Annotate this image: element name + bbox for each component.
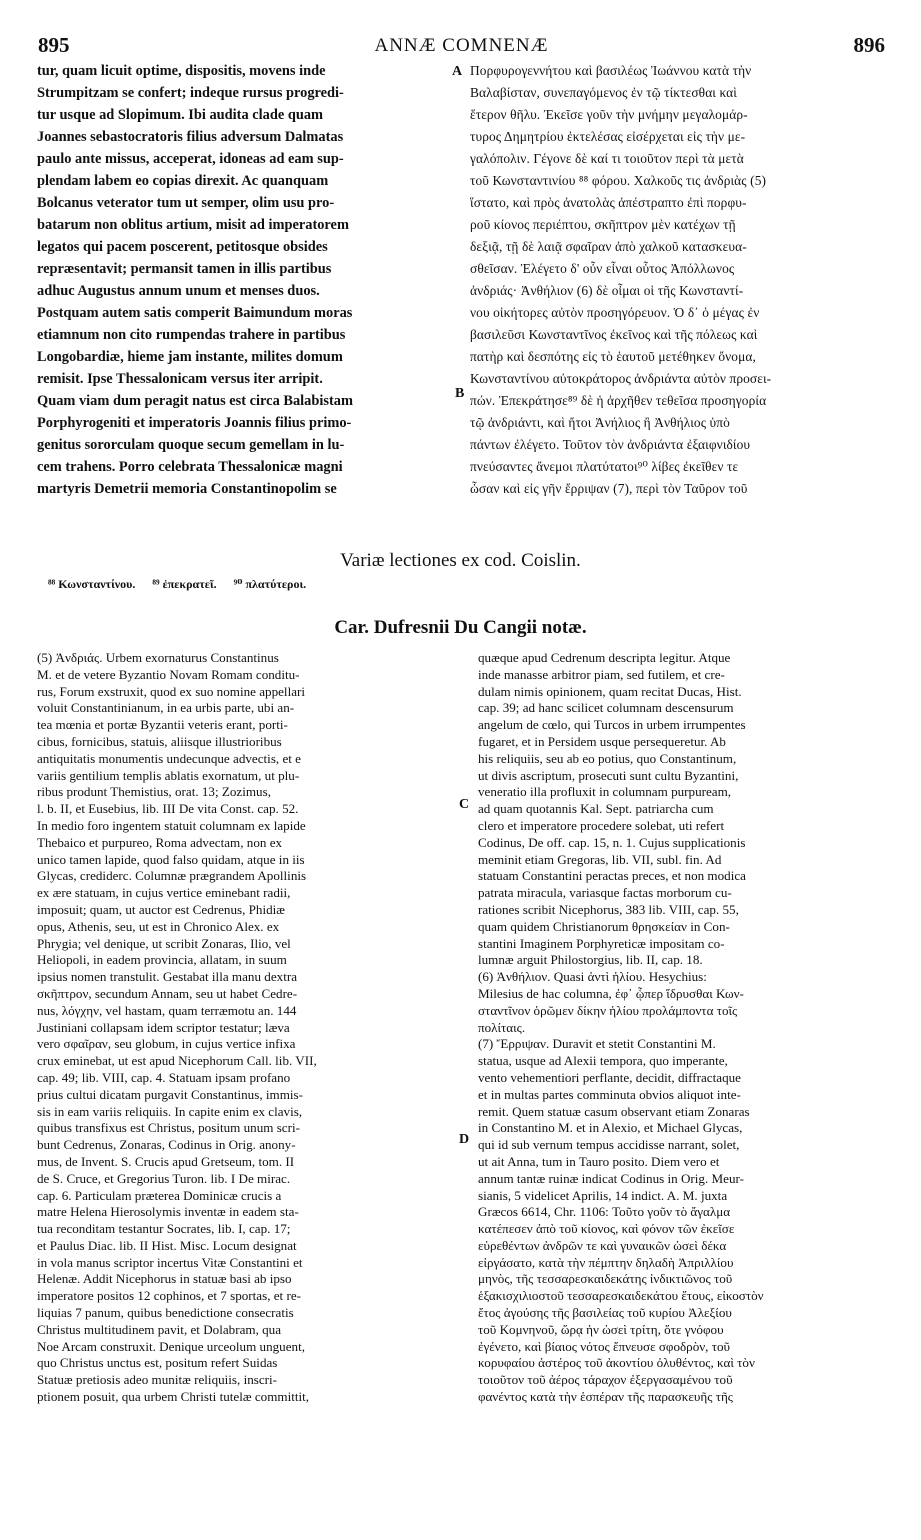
text-line: cibus, fornicibus, statuis, aliisque illustrioribus [37, 733, 282, 749]
variant-reading: ⁹⁰ πλατύτεροι. [233, 577, 307, 591]
text-line: Heliopoli, in eadem provincia, allatam, in suum [37, 952, 287, 968]
text-line: annum tantæ ruinæ indicat Codinus in Orig. Meur- [478, 1170, 744, 1186]
text-line: lumnæ arguit Philostorgius, lib. II, cap. 18. [478, 952, 703, 968]
text-line: prius cultui dicatam purgavit Constantinus, immis- [37, 1086, 303, 1102]
text-line: cap. 49; lib. VIII, cap. 4. Statuam ipsam profano [37, 1069, 291, 1085]
text-line: γαλόπολιν. Γέγονε δὲ καί τι τοιοῦτον περὶ τὰ μετὰ [470, 151, 744, 166]
text-line: bunt Cedrenus, Zonaras, Codinus in Orig. anony- [37, 1137, 296, 1153]
text-line: unico tamen lapide, quod falso quidam, atque in iis [37, 851, 305, 867]
text-line: Bolcanus veterator tum ut semper, olim usu pro- [37, 195, 335, 211]
text-line: Βαλαβίσταν, συνεπαγόμενος ἐν τῷ τίκτεσθαι καὶ [470, 85, 738, 100]
text-line: ἵστατο, καὶ πρὸς ἀνατολὰς ἀπέστραπτο ἐπὶ πορφυ- [470, 195, 747, 210]
margin-marker-a: A [452, 64, 463, 79]
margin-marker-c: C [459, 797, 470, 812]
text-line: quam quidem Christianorum θρησκείαν in Con- [478, 918, 730, 934]
text-line: Justiniani collapsam idem scriptor testatur; læva [37, 1019, 290, 1035]
text-line: antiquitatis monumentis undecunque advectis, et e [37, 750, 301, 766]
text-line: in vola manus scriptor incertus Vitæ Constantini et [37, 1254, 303, 1270]
text-line: τυρος Δημητρίου ἐκτελέσας εἰσέρχεται εἰς τὴν με- [470, 129, 746, 144]
text-line: Milesius de hac columna, ἐφ᾽ ᾧπερ ἵδρυσθαι Κων- [478, 985, 744, 1001]
text-line: μηνὸς, τῆς τεσσαρεσκαιδεκάτης ἰνδικτιῶνος τοῦ [478, 1271, 733, 1287]
text-line: in Constantino M. et in Alexio, et Michael Glycas, [478, 1120, 743, 1136]
latin-text-column [37, 60, 451, 500]
text-line: τοῦ Κομνηνοῦ, ὥρᾳ ἡν ὡσεὶ τρίτη, ὅτε γνόφου [478, 1321, 724, 1337]
text-line: Helenæ. Addit Nicephorus in statuæ basi ab ipso [37, 1271, 292, 1287]
text-line: remisit. Ipse Thessalonicam versus iter arripit. [37, 371, 323, 387]
text-line: Longobardiæ, hieme jam instante, milites domum [37, 349, 343, 365]
text-line: martyris Demetrii memoria Constantinopolim se [37, 481, 337, 497]
text-line: nus, λόγχην, vel hastam, quam terræmotu an. 144 [37, 1002, 297, 1018]
text-line: Quam viam dum peragit natus est circa Balabistam [37, 393, 353, 409]
text-line: δεξιᾷ, τῇ δὲ λαιᾷ σφαῖραν ἀπὸ χαλκοῦ κατασκευα- [470, 239, 747, 254]
text-line: cap. 6. Particulam præterea Dominicæ crucis a [37, 1187, 282, 1203]
text-line: (6) Ἀνθήλιον. Quasi ἀντὶ ἡλίου. Hesychius: [478, 969, 707, 985]
text-line: ἔτος ἀγούσης τῆς βασιλείας τοῦ κυρίου Ἀλεξίου [478, 1305, 732, 1321]
text-line: Phrygia; vel denique, ut scribit Zonaras, Ilio, vel [37, 935, 291, 951]
text-line: mus, de Invent. S. Crucis apud Gretseum, tom. II [37, 1153, 295, 1169]
text-line: In medio foro ingentem statuit columnam ex lapide [37, 817, 306, 833]
text-line: Thebaico et purpureo, Roma advectam, non ex [37, 834, 283, 850]
text-line: dulam nimis opinionem, quam recitat Ducas, Hist. [478, 683, 742, 699]
text-line: Christus multitudinem pavit, et Dolabram, qua [37, 1321, 282, 1337]
text-line: εὑρεθέντων ἀνδρῶν τε καὶ γυναικῶν ὡσεὶ δέκα [478, 1237, 727, 1253]
text-line: rationes scribit Nicephorus, 383 lib. VIII, cap. 55, [478, 901, 739, 917]
text-line: Statuæ pretiosis adeo munitæ reliquiis, inscri- [37, 1372, 278, 1388]
text-line: vero σφαῖραν, seu globum, in cujus vertice infixa [37, 1036, 296, 1052]
text-line: σκῆπτρον, secundum Annam, seu ut habet Cedre- [37, 985, 298, 1001]
text-line: πολίταις. [478, 1019, 526, 1035]
text-line: fugaret, et in Persidem usque persequeretur. Ab [478, 733, 726, 749]
text-line: εἰργάσατο, κατὰ τὴν πέμπτην δηλαδὴ Ἀπριλλίου [478, 1254, 734, 1270]
text-line: Strumpitzam se confert; indeque rursus progredi- [37, 85, 344, 101]
text-line: statua, usque ad Alexii tempora, quo imperante, [478, 1053, 728, 1069]
text-line: τῷ ἀνδριάντι, καὶ ἤτοι Ἀνήλιος ἢ Ἀνθήλιος ὑπὸ [470, 415, 730, 430]
text-line: rus, Forum exstruxit, quod ex suo nomine appellari [37, 683, 306, 699]
text-line: ἑξακισχιλιοστοῦ τεσσαρεσκαιδεκάτου ἔτους, εἰκοστὸν [478, 1288, 764, 1304]
variae-lectiones-list [48, 577, 320, 592]
text-line: remit. Quem statuæ casum observant etiam Zonaras [478, 1103, 750, 1119]
text-line: veneratio illa profluxit in columnam purpuream, [478, 784, 732, 800]
text-line: meminit etiam Gregoras, lib. VII, subl. fin. Ad [478, 851, 722, 867]
text-line: angelum de cœlo, qui Turcos in urbem irrumpentes [478, 717, 746, 733]
text-line: Porphyrogeniti et imperatoris Joannis filius primo- [37, 415, 352, 431]
text-line: M. et de vetere Byzantio Novam Romam conditu- [37, 666, 300, 682]
text-line: tur usque ad Slopimum. Ibi audita clade quam [37, 107, 324, 123]
text-line: Codinus, De off. cap. 15, n. 1. Cujus supplicationis [478, 834, 746, 850]
text-line: et Paulus Diac. lib. II Hist. Misc. Locum designat [37, 1237, 297, 1253]
margin-marker-d: D [459, 1132, 470, 1147]
text-line: etiamnum non cito rumpendas trahere in partibus [37, 327, 346, 343]
text-line: sianis, 5 videlicet Aprilis, 14 indict. A. M. juxta [478, 1187, 728, 1203]
notes-right-column [478, 650, 888, 1406]
text-line: stantini Imaginem Porphyreticæ impositam co- [478, 935, 725, 951]
text-line: Postquam autem satis comperit Baimundum moras [37, 305, 353, 321]
text-line: statuam Constantini peractas preces, et non modica [478, 868, 746, 884]
text-line: ἀνδριάς· Ἀνθήλιον (6) δὲ οἶμαι οἱ τῆς Κωνσταντί- [470, 283, 744, 298]
text-line: tur, quam licuit optime, dispositis, movens inde [37, 63, 326, 79]
text-line: ροῦ κίονος περιέπτου, σκῆπτρον μὲν κατέχων τῇ [470, 217, 736, 232]
text-line: πών. Ἐπεκράτησε⁸⁹ δὲ ἡ ἀρχῆθεν τεθεῖσα προσηγορία [470, 393, 767, 408]
text-line: Κωνσταντίνου αὐτοκράτορος ἀνδριάντα αὐτὸν προσει- [470, 371, 772, 386]
text-line: ὦσαν καὶ εἰς γῆν ἔρριψαν (7), περὶ τὸν Ταῦρον τοῦ [470, 481, 748, 496]
text-line: βασιλεῦσι Κωνσταντῖνος ἐκεῖνος καὶ τῆς πόλεως καὶ [470, 327, 758, 342]
text-line: σθεῖσαν. Ἐλέγετο δ' οὖν εἶναι οὗτος Ἀπόλλωνος [470, 261, 735, 276]
text-line: τοῦ Κωνσταντινίου ⁸⁸ φόρου. Χαλκοῦς τις ἀνδριὰς (5) [470, 173, 767, 188]
variae-lectiones-title: Variæ lectiones ex cod. Coislin. [340, 550, 581, 571]
text-line: πνεύσαντες ἄνεμοι πλατύτατοι⁹⁰ λίβες ἐκεῖθεν τε [470, 459, 739, 474]
text-line: genitus sororculam quoque secum gemellam in lu- [37, 437, 345, 453]
text-line: liquias 7 panum, quibus benedictione consecratis [37, 1305, 294, 1321]
notes-title: Car. Dufresnii Du Cangii notæ. [334, 617, 587, 638]
text-line: legatos qui pacem poscerent, petitosque obsides [37, 239, 328, 255]
text-line: ribus produnt Themistius, orat. 13; Zozimus, [37, 784, 271, 800]
text-line: plendam labem eo copias direxit. Ac quanquam [37, 173, 329, 189]
text-line: clero et imperatore procedere solebat, uti refert [478, 817, 725, 833]
text-line: variis gentilium templis ablatis exornatum, ut plu- [37, 767, 300, 783]
text-line: ex ære statuam, in cujus vertice eminebant radii, [37, 885, 291, 901]
text-line: Πορφυρογεννήτου καὶ βασιλέως Ἰωάννου κατὰ τὴν [470, 63, 752, 78]
text-line: matre Helena Hierosolymis inventæ in eadem sta- [37, 1204, 299, 1220]
text-line: repræsentavit; permansit tamen in illis partibus [37, 261, 332, 277]
text-line: qui id sub vernum tempus accidisse narrant, solet, [478, 1137, 740, 1153]
page-number-right: 896 [853, 33, 885, 57]
greek-text-column [470, 60, 888, 500]
text-line: l. b. II, et Eusebius, lib. III De vita Const. cap. 52. [37, 801, 299, 817]
text-line: ἐγένετο, καὶ βίαιος νότος ἔπνευσε σφοδρὸν, τοῦ [478, 1338, 731, 1354]
text-line: ἕτερον θῆλυ. Ἐκεῖσε γοῦν τὴν μνήμην μεγαλομάρ- [470, 107, 748, 122]
variant-reading: ⁸⁸ Κωνσταντίνου. [48, 577, 136, 591]
text-line: batarum non oblitus artium, misit ad imperatorem [37, 217, 349, 233]
text-line: πατὴρ καὶ δεσπότης εἰς τὸ ἑαυτοῦ μετέθηκεν ὄνομα, [470, 349, 756, 364]
text-line: quæque apud Cedrenum descripta legitur. Atque [478, 650, 731, 665]
text-line: (5) Ἀνδριάς. Urbem exornaturus Constantinus [37, 650, 279, 665]
variant-reading: ⁸⁹ ἐπεκρατεῖ. [152, 577, 217, 591]
text-line: cem trahens. Porro celebrata Thessalonicæ magni [37, 459, 343, 475]
text-line: Joannes sebastocratoris filius adversum Dalmatas [37, 129, 344, 145]
text-line: paulo ante missus, acceperat, idoneas ad eam sup- [37, 151, 344, 167]
text-line: de S. Cruce, et Gregorius Turon. lib. I De mirac. [37, 1170, 291, 1186]
notes-left-column [37, 650, 455, 1406]
text-line: cap. 39; ad hanc scilicet columnam descensurum [478, 700, 734, 716]
text-line: quibus transfixus est Christus, positum unum scri- [37, 1120, 300, 1136]
text-line: τοιοῦτον τοῦ ἀέρος τάραχον ἐξεργασαμένου τοῦ [478, 1372, 733, 1388]
text-line: his reliquiis, seu ab eo potius, quo Constantinum, [478, 750, 737, 766]
text-line: quo Christus unctus est, positum refert Suidas [37, 1355, 278, 1371]
text-line: patrata miracula, variasque factas morborum cu- [478, 885, 732, 901]
text-line: sis in eam variis reliquiis. In capite enim ex clavis, [37, 1103, 303, 1119]
text-line: σταντῖνον ὁρῶμεν δίκην ἡλίου προλάμποντα τοῖς [478, 1002, 738, 1018]
text-line: Noe Arcam construxit. Denique urceolum unguent, [37, 1338, 305, 1354]
text-line: Græcos 6614, Chr. 1106: Τοῦτο γοῦν τὸ ἄγαλμα [478, 1204, 731, 1220]
text-line: et in multas partes comminuta obvios aliquot inte- [478, 1086, 741, 1102]
text-line: ut divis ascriptum, prosecuti sunt cultu Byzantini, [478, 767, 739, 783]
text-line: voluit Constantinianum, in ea urbis parte, ubi an- [37, 700, 295, 716]
text-line: φανέντος κατὰ τὴν ἑσπέραν τῆς παρασκευῆς τῆς [478, 1389, 733, 1405]
text-line: ptionem posuit, qua urbem Christi tutelæ committit, [37, 1389, 310, 1405]
text-line: tua reconditam testantur Socrates, lib. I, cap. 17; [37, 1221, 291, 1237]
page-header [38, 33, 885, 59]
page-number-left: 895 [38, 33, 70, 57]
text-line: crux eminebat, ut est apud Nicephorum Call. lib. VII, [37, 1053, 317, 1069]
text-line: imposuit; quam, ut auctor est Cedrenus, Phidiæ [37, 901, 286, 917]
text-line: κορυφαίου ἀστέρος τοῦ ἀκοντίου ὀλυθέντος, καὶ τὸν [478, 1355, 755, 1371]
text-line: imperatore positos 12 cophinos, et 7 sportas, et re- [37, 1288, 301, 1304]
text-line: adhuc Augustus annum unum et menses duos. [37, 283, 320, 299]
text-line: opus, Athenis, seu, ut est in Chronico Alex. ex [37, 918, 280, 934]
text-line: ad quam quotannis Kal. Sept. patriarcha cum [478, 801, 714, 817]
text-line: νου οἰκήτορες αὐτὸν προσηγόρευον. Ὁ δ᾽ ὁ μέγας ἐν [470, 305, 760, 320]
text-line: inde manasse arbitror piam, sed futilem, et cre- [478, 666, 725, 682]
running-title: ANNÆ COMNENÆ [374, 35, 549, 56]
text-line: ipsius nomen transtulit. Gestabat illa manu dextra [37, 969, 298, 985]
text-line: vento vehementiori perflante, decidit, diffractaque [478, 1069, 741, 1085]
text-line: (7) Ἔρριψαν. Duravit et stetit Constantini M. [478, 1036, 716, 1052]
text-line: κατέπεσεν ἀπὸ τοῦ κίονος, καὶ φόνον τῶν ἐκεῖσε [478, 1221, 735, 1237]
margin-marker-b: B [455, 386, 465, 401]
text-line: ut ait Anna, tum in Tauro posito. Diem vero et [478, 1153, 720, 1169]
text-line: tea mœnia et portæ Byzantii veteris erant, porti- [37, 717, 288, 733]
text-line: Glycas, crediderc. Columnæ prægrandem Apollinis [37, 868, 307, 884]
text-line: πάντων ἐλέγετο. Τοῦτον τὸν ἀνδριάντα ἐξαιφνιδίου [470, 437, 751, 452]
